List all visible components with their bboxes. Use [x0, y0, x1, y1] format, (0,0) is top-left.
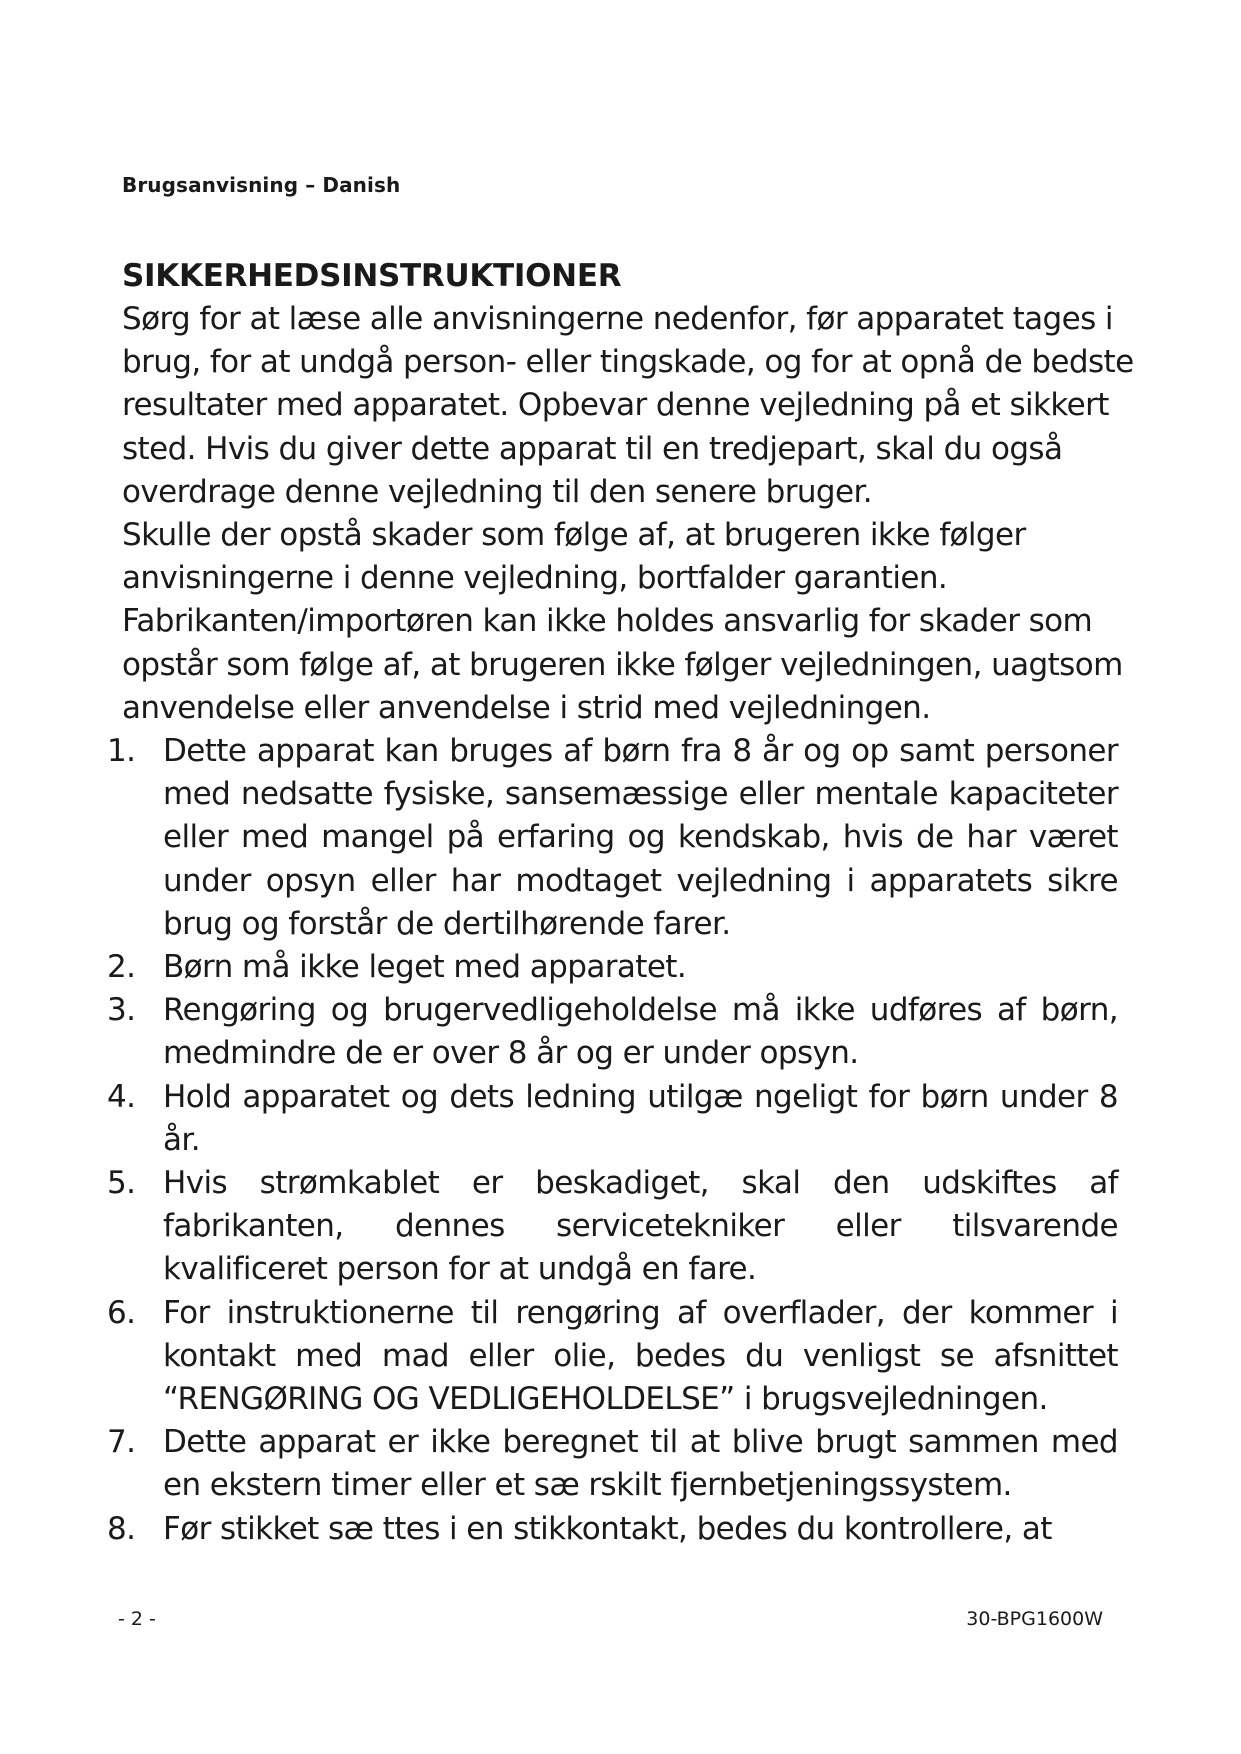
list-item — [95, 730, 1130, 946]
intro-paragraph-2: Skulle der opstå skader som følge af, at brugeren ikke følger anvisningerne i denne vejledning, bortfalder garantien. Fabrikanten/importøren kan ikke holdes ansvarlig for skader som opstår som følge af, at brugeren ikke følger vejledningen, uagtsom anvendelse eller anvendelse i strid med vejledningen. — [122, 517, 1123, 726]
list-item-number: 7. — [107, 1424, 136, 1461]
list-item-number: 8. — [107, 1510, 136, 1547]
list-item — [95, 946, 1130, 989]
safety-rules-list — [95, 730, 1130, 1551]
page-number: - 2 - — [118, 1608, 156, 1630]
list-item-number: 6. — [107, 1294, 136, 1331]
list-item-text: Hvis strømkablet er beskadiget, skal den udskiftes af fabrikanten, dennes servicetekniker eller tilsvarende kvalificeret person for at undgå en fare. — [163, 1165, 1118, 1288]
list-item — [95, 1076, 1130, 1162]
list-item-text: For instruktionerne til rengøring af overflader, der kommer i kontakt med mad eller olie, bedes du venligst se afsnittet “RENGØRING OG VEDLIGEHOLDELSE” i brugsvejledningen. — [163, 1294, 1118, 1418]
list-item-number: 2. — [107, 949, 136, 986]
list-item-number: 3. — [107, 992, 136, 1029]
list-item-text: Før stikket sæ ttes i en stikkontakt, bedes du kontrollere, at — [163, 1510, 1052, 1547]
list-item — [95, 1292, 1130, 1422]
intro-paragraph-1: Sørg for at læse alle anvisningerne nedenfor, før apparatet tages i brug, for at undgå person- eller tingskade, og for at opnå de bedste resultater med apparatet. Opbevar denne vejledning på et sikkert sted. Hvis du giver dette apparat til en tredjepart, skal du også overdrage denne vejledning til den senere bruger. — [122, 301, 1134, 510]
model-number: 30-BPG1600W — [966, 1608, 1103, 1630]
list-item-number: 5. — [107, 1165, 136, 1202]
section-title: SIKKERHEDSINSTRUKTIONER — [122, 258, 622, 294]
list-item — [95, 1421, 1130, 1507]
list-item-text: Dette apparat kan bruges af børn fra 8 år og op samt personer med nedsatte fysiske, sansemæssige eller mentale kapaciteter eller med mangel på erfaring og kendskab, hvis de har været under opsyn eller har modtaget vejledning i apparatets sikre brug og forstår de dertilhørende farer. — [163, 733, 1118, 942]
list-item — [95, 1162, 1130, 1292]
list-item-text: Hold apparatet og dets ledning utilgæ ngeligt for børn under 8 år. — [163, 1078, 1118, 1158]
document-language-label: Brugsanvisning – Danish — [122, 173, 401, 197]
list-item-number: 4. — [107, 1078, 136, 1115]
list-item-number: 1. — [107, 733, 136, 769]
list-item-text: Rengøring og brugervedligeholdelse må ikke udføres af børn, medmindre de er over 8 år og er under opsyn. — [163, 992, 1118, 1072]
list-item-text: Dette apparat er ikke beregnet til at blive brugt sammen med en ekstern timer eller et sæ rskilt fjernbetjeningssystem. — [163, 1424, 1118, 1504]
list-item — [95, 1508, 1130, 1551]
intro-text — [122, 298, 1162, 730]
list-item-text: Børn må ikke leget med apparatet. — [163, 949, 687, 986]
list-item — [95, 989, 1130, 1075]
